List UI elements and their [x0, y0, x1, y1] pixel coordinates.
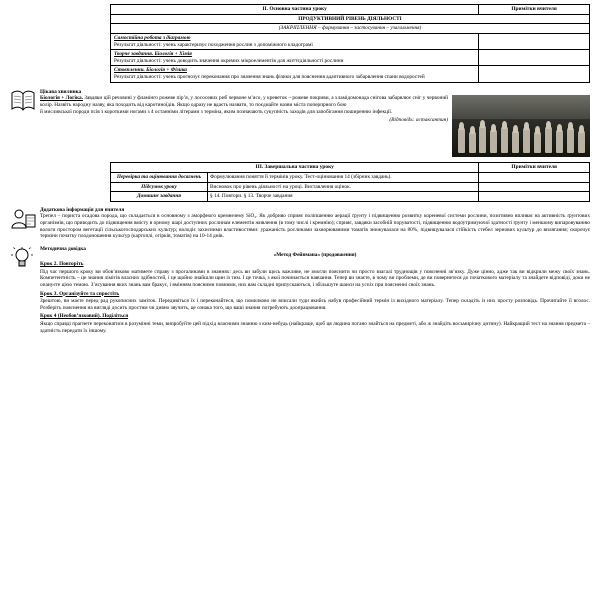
task-cell-1 [111, 33, 479, 49]
final-title-2: Підсумок уроку [111, 183, 208, 192]
table1-header-left: II. Основна частина уроку [111, 5, 479, 15]
table-row [111, 182, 590, 192]
task-title-2: Творче завдання. Біологія + Хімія [114, 51, 192, 58]
task-text-1: Результат діяльності: учень характеризує походження рослин з допоміжного кладограмі [114, 41, 313, 48]
additional-info-heading: Додаткова інформація для вчителя [40, 206, 125, 213]
notes-final-1 [479, 172, 590, 182]
book-icon [10, 89, 40, 160]
table1-header-right: Примітки вчителя [479, 5, 590, 15]
table-row [111, 172, 590, 182]
table-row [111, 24, 590, 34]
fun-minute-subheading: Біологія + Логіка. [40, 95, 83, 102]
method-step-3-label: Крок 4 (Необов’язковий). Поділіться [40, 313, 129, 320]
final-text-1: Формулювання поняття й термінів уроку. Тест-оцінювання 14 (збірник завдань). [210, 173, 392, 180]
teacher-icon [10, 207, 40, 241]
method-block [10, 246, 590, 335]
task-text-3: Результат діяльності: учень прогнозує переконання про значення знань фізики для пояснення адаптивного забарвлення спани водоростей [114, 74, 425, 81]
notes-final-3 [479, 192, 590, 202]
task-cell-2 [111, 50, 479, 66]
additional-info-block [10, 207, 590, 241]
method-step-2-label: Крок 3. Організуйте та спростіть [40, 290, 120, 297]
method-title: «Метод Фейнмана» (продовження) [273, 252, 357, 259]
method-step-3-text: Якщо справді прагнете переконатися в розумінні теми, випробуйте цей підхід власними знанню з ким-небудь (найкраще, щоб ця людина погано знайться на предметі, або ж знайдіть восьмирічну дитину). Найкращий тест на знання предмета – здатність передати їх іншому. [40, 320, 590, 334]
table-row [111, 66, 590, 82]
table-row [111, 33, 590, 49]
table2-header-left: III. Завершальна частина уроку [111, 163, 479, 173]
final-part-table [110, 162, 590, 202]
table-row [111, 163, 590, 173]
fun-minute-heading: Цікава хвилинка [40, 88, 82, 95]
final-title-1: Перевірка та оцінювання досягнень [111, 173, 208, 182]
table-row [111, 50, 590, 66]
section-title: ПРОДУКТИВНИЙ РІВЕНЬ ДІЯЛЬНОСТІ [111, 14, 590, 24]
final-row-3 [111, 192, 479, 202]
fun-minute-text-2: й мисливської породи псів з короткими ногами з 4 останніми літерами з терміна, яким позначають сукупність заходів для запобігання поширенню інфекції. [40, 109, 393, 116]
task-title-1: Самостійна робота з діаграмою [114, 34, 191, 41]
task-text-2: Результат діяльності: учень доводить значення окремих мікроелементів для життєдіяльності рослини [114, 57, 344, 64]
task-cell-3 [111, 66, 479, 82]
final-title-3: Домашнє завдання [111, 192, 208, 201]
additional-info-text: Трепел – пориста осадова порода, що складається в основному з аморфного кремнезему SiO₂. Як добриво сприяє поліпшенню аерації ґрунту і підвищенню розвитку кореневої системи рослини, позитивно впливає на активність ґрунтових організмів, що приводить до підвищення вмісту в орному шарі доступних рослинам елементів живлення (в тому числі і кремнію); сприяє, завдяки засобній поруватості, підвищенню водоутримуючої здатності ґрунту і меншому випаровуванню вологи простором вегетації сільськогосподарських культур; володіє захисними властивостями: уражаність рослинами захворюваними томатів знижувалася на 80%, підвищувалася стійкість стебел зернових культур до вилягання; скорочує терміни початку плодоношення культур (картоплі, огірків, томатів) на 10-14 днів. [40, 213, 590, 240]
task-title-3: Стовпленни. Біологія + Фізика [114, 67, 187, 74]
section-subtitle: (ЗАКРІПЛЕННЯ – формування – застосування – узагальнення) [111, 24, 590, 34]
method-step-1-text: Під час першого кроку ви обов’язково матимете справу з прогалинами в знаннях: десь ви забули щось важливе, не змогли пояснити чи просто взагалі труднощів у поясненні зв’язку. Дуже цінно, адже так ви відкрили межу своїх знань. Компетентність – це знання лімітів власних здібностей, і це щойно знайшли щин із тим. І це точка, з якої починається навчання. Тепер ви знаєте, в чому ви проблеми, де ви повернетеся до початкового матеріалу та знайдете відповіді, доки не опануєте цією темою. З’ясування яких знань вам бракує, і вмінням поясними повними, них вам складні припускаються, і збільшуте шанси на успіх при поясненні своїх знань. [40, 268, 590, 288]
fun-minute-block [10, 89, 590, 160]
final-text-3: § 14. Повтори. § 13. Творче завдання [210, 193, 293, 200]
notes-cell-1 [479, 33, 590, 49]
lightbulb-icon [10, 246, 40, 335]
method-step-2-text: Зрештою, ви маєте перед рад рукописних заміток. Передивіться їх і переконайтеся, що помилково не вписали туди якийсь набув професійний термін із вихідного матеріалу. Тепер складіть із них просту розповідь. Прочитайте її вголос. Розберіть пояснення на вигляді досить простим чи дивно звучить, це ознака того, що ваші знання потребують доопрацювання. [40, 298, 590, 311]
table-row [111, 5, 590, 15]
additional-info-body [40, 207, 590, 241]
table2-header-right: Примітки вчителя [479, 163, 590, 173]
table-row [111, 14, 590, 24]
table-row [111, 192, 590, 202]
notes-cell-2 [479, 50, 590, 66]
fun-minute-text-1-rest: Завдяки цій речовині у фламінго рожеве пір’я, у лососевих риб червоне м’ясо, у креветок – рожеве покриви, а хламідомонада снігова забарвлює сніг у червоний колір. Назвіть народну назву, яка походить від каротиноїдів. Якщо одразу не вдаєть назвати, то поєднайте назви міста поперпрного бою [40, 95, 448, 108]
main-part-table [110, 4, 590, 83]
final-row-2 [111, 182, 479, 192]
final-row-1 [111, 172, 479, 182]
final-text-2: Висновок про рівень діяльності на уроці. Виставлення оцінок. [210, 183, 351, 190]
fun-minute-body [40, 89, 590, 160]
method-body [40, 246, 590, 335]
method-heading: Методична довідка [40, 245, 86, 252]
notes-final-2 [479, 182, 590, 192]
flamingo-photo [452, 95, 590, 157]
notes-cell-3 [479, 66, 590, 82]
method-step-1-label: Крок 2. Повторіть [40, 261, 84, 268]
fun-minute-answer: (Відповідь: астаксантин) [389, 117, 448, 124]
